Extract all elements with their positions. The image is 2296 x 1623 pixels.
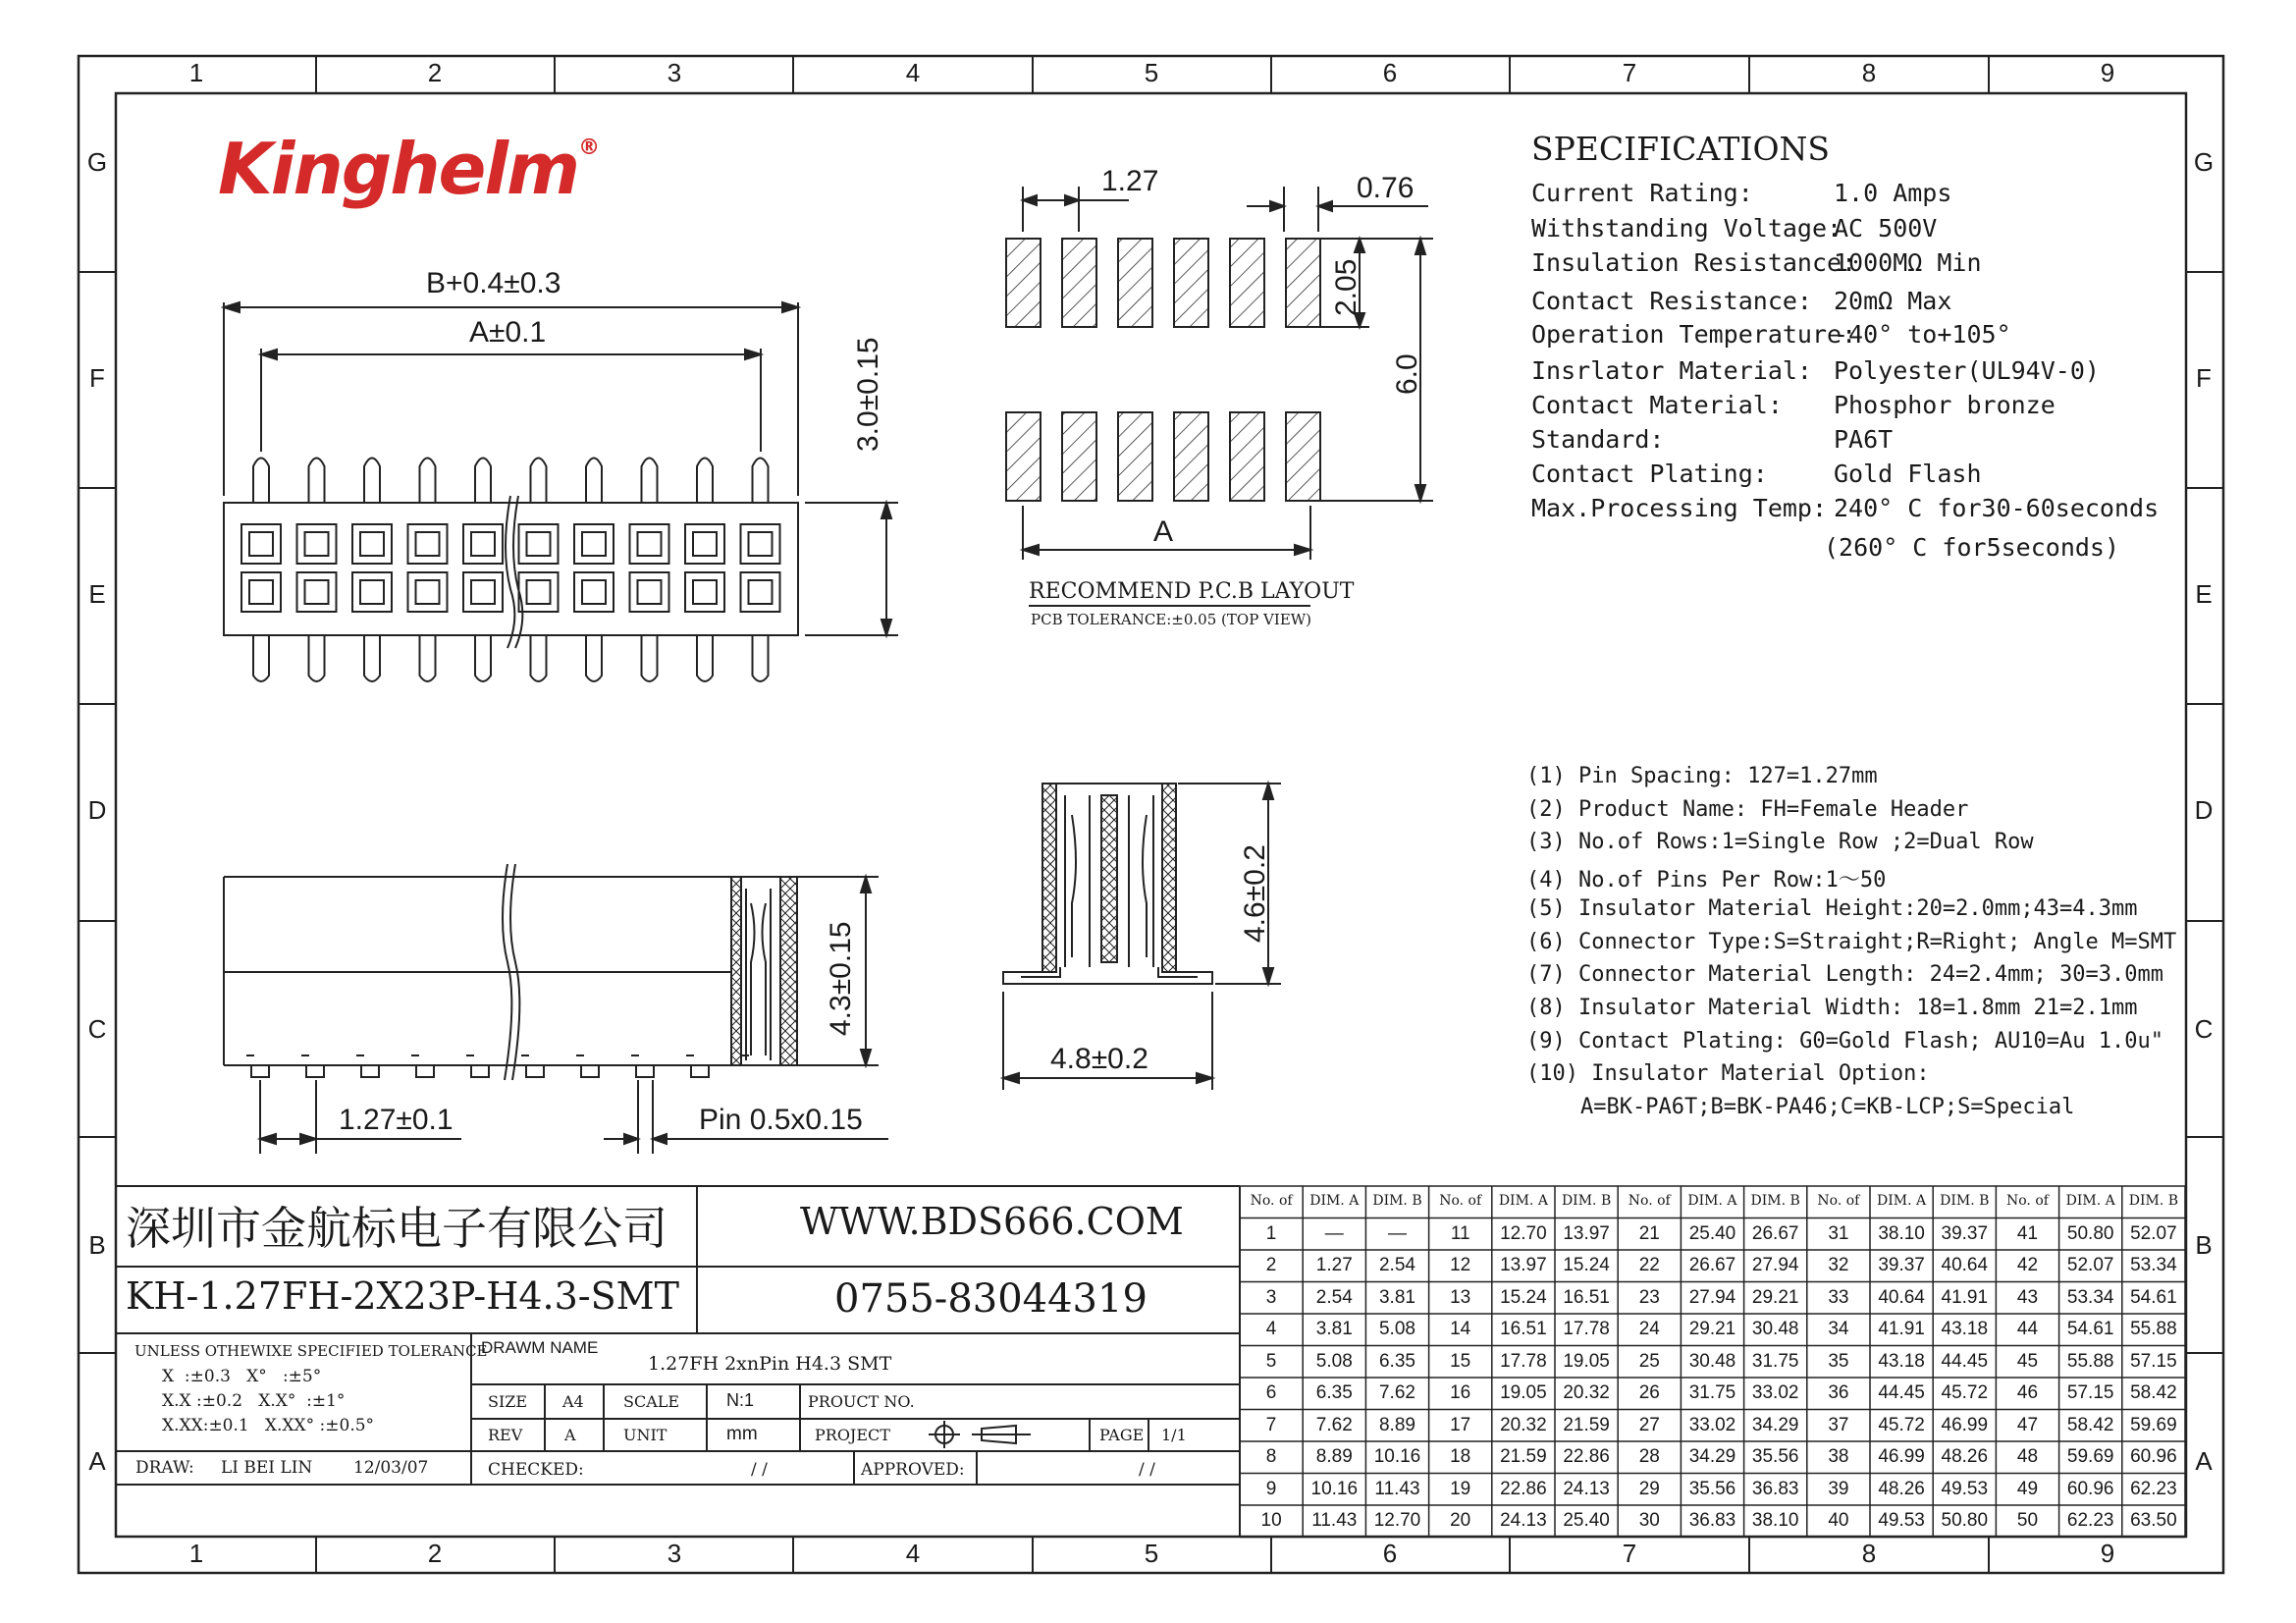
- dim-pcb-pitch: 1.27: [1101, 165, 1159, 197]
- table-cell: 57.15: [2066, 1382, 2114, 1403]
- table-cell: 39: [1828, 1478, 1849, 1499]
- note-line: (9) Contact Plating: G0=Gold Flash; AU10=Au 1.0u": [1526, 1028, 2164, 1054]
- table-cell: 40: [1828, 1510, 1849, 1531]
- zone-column-top: 5: [1144, 58, 1159, 87]
- spec-extra: (260° C for5seconds): [1824, 533, 2120, 562]
- table-cell: 26.67: [1688, 1255, 1736, 1275]
- table-cell: 23: [1638, 1286, 1660, 1308]
- note-line: A=BK-PA6T;B=BK-PA46;C=KB-LCP;S=Special: [1580, 1095, 2075, 1119]
- table-cell: 54.61: [2130, 1286, 2177, 1308]
- table-cell: 19.05: [1500, 1382, 1547, 1403]
- table-cell: 22: [1638, 1255, 1660, 1275]
- dim-height-top: 3.0±0.15: [852, 337, 884, 452]
- table-cell: 55.88: [2066, 1350, 2114, 1372]
- table-cell: 39.37: [1878, 1255, 1925, 1275]
- table-header-cell: DIM. B: [1750, 1193, 1800, 1209]
- table-cell: 10: [1260, 1510, 1282, 1531]
- zone-column-top: 4: [905, 58, 921, 87]
- table-cell: 30.48: [1751, 1319, 1799, 1339]
- table-cell: 33: [1828, 1286, 1849, 1308]
- zone-column-top: 7: [1622, 58, 1637, 87]
- zone-row-right: B: [2195, 1230, 2213, 1260]
- table-cell: 53.34: [2066, 1286, 2114, 1308]
- dim-b-width: B+0.4±0.3: [426, 267, 561, 299]
- zone-column-top: 8: [1861, 58, 1877, 87]
- note-line: (8) Insulator Material Width: 18=1.8mm 21=2.1mm: [1526, 995, 2138, 1020]
- table-cell: 17.78: [1500, 1350, 1547, 1372]
- zone-row-right: E: [2195, 579, 2213, 609]
- page-label: PAGE: [1099, 1426, 1145, 1444]
- table-cell: 18: [1450, 1446, 1471, 1467]
- checked-date: / /: [751, 1460, 768, 1480]
- specs-title: SPECIFICATIONS: [1531, 130, 1830, 168]
- table-cell: 46.99: [1941, 1414, 1989, 1435]
- table-cell: 41: [2016, 1222, 2039, 1244]
- spec-label: Max.Processing Temp:: [1531, 494, 1828, 522]
- note-line: (4) No.of Pins Per Row:1～50: [1526, 868, 1887, 893]
- approved-label: APPROVED:: [861, 1460, 965, 1480]
- rev-label: REV: [488, 1426, 523, 1444]
- size-value: A4: [562, 1392, 584, 1411]
- table-cell: 62.23: [2066, 1510, 2114, 1531]
- zone-column-bottom: 4: [905, 1539, 921, 1568]
- rev-value: A: [564, 1426, 576, 1444]
- table-cell: 4: [1265, 1319, 1277, 1339]
- table-cell: 60.96: [2066, 1478, 2114, 1499]
- table-cell: 21: [1638, 1222, 1660, 1244]
- table-cell: 45.72: [1941, 1382, 1989, 1403]
- note-line: (10) Insulator Material Option:: [1526, 1061, 1930, 1087]
- table-cell: 16.51: [1500, 1319, 1547, 1339]
- table-cell: 3.81: [1315, 1319, 1353, 1339]
- spec-label: Standard:: [1531, 425, 1665, 454]
- table-cell: 28: [1638, 1446, 1660, 1467]
- note-line: (2) Product Name: FH=Female Header: [1526, 796, 1969, 822]
- spec-value: 1.0 Amps: [1834, 179, 1952, 207]
- zone-row-right: C: [2194, 1014, 2214, 1044]
- dim-end-height: 4.6±0.2: [1239, 844, 1271, 943]
- table-cell: 29: [1638, 1478, 1660, 1499]
- approved-date: / /: [1139, 1460, 1155, 1480]
- zone-column-bottom: 5: [1144, 1539, 1159, 1568]
- spec-value: Gold Flash: [1834, 460, 1982, 488]
- table-cell: 9: [1265, 1478, 1277, 1499]
- note-line: (6) Connector Type:S=Straight;R=Right; Angle M=SMT: [1526, 929, 2177, 954]
- table-cell: 44: [2016, 1319, 2039, 1339]
- registered-mark: ®: [578, 135, 599, 160]
- table-cell: 59.69: [2130, 1414, 2177, 1435]
- scale-label: SCALE: [623, 1392, 680, 1411]
- zone-row-right: A: [2195, 1446, 2213, 1476]
- scale-value: N:1: [726, 1390, 755, 1410]
- table-cell: 22.86: [1500, 1478, 1547, 1499]
- table-cell: 50: [2016, 1510, 2039, 1531]
- table-header-cell: No. of: [1817, 1193, 1860, 1209]
- table-cell: 25.40: [1688, 1222, 1736, 1244]
- table-cell: 20.32: [1563, 1382, 1610, 1403]
- table-cell: 2.54: [1315, 1286, 1353, 1308]
- drawm-name: 1.27FH 2xnPin H4.3 SMT: [648, 1353, 892, 1375]
- tolerance-line: X.XX:±0.1 X.XX° :±0.5°: [162, 1416, 375, 1435]
- note-line: (5) Insulator Material Height:20=2.0mm;43=4.3mm: [1526, 895, 2138, 921]
- zone-column-top: 3: [667, 58, 682, 87]
- table-cell: 6: [1265, 1382, 1277, 1403]
- table-cell: 59.69: [2066, 1446, 2114, 1467]
- spec-label: Withstanding Voltage:: [1531, 214, 1842, 243]
- spec-value: Phosphor bronze: [1834, 391, 2056, 419]
- table-cell: 12: [1450, 1255, 1471, 1275]
- spec-value: -40° to+105°: [1834, 320, 2011, 349]
- page-value: 1/1: [1161, 1426, 1187, 1444]
- table-cell: 12.70: [1500, 1222, 1547, 1244]
- table-cell: 30: [1638, 1510, 1660, 1531]
- table-cell: 3: [1265, 1286, 1277, 1308]
- table-cell: 29.21: [1688, 1319, 1736, 1339]
- table-header-cell: No. of: [1250, 1193, 1293, 1209]
- table-cell: 39.37: [1941, 1222, 1989, 1244]
- table-cell: 7.62: [1378, 1382, 1415, 1403]
- table-cell: 6.35: [1315, 1382, 1353, 1403]
- table-cell: 60.96: [2130, 1446, 2177, 1467]
- table-cell: 15.24: [1563, 1255, 1610, 1275]
- table-cell: 44.45: [1941, 1350, 1989, 1372]
- table-cell: 19.05: [1563, 1350, 1610, 1372]
- spec-value: 1000MΩ Min: [1834, 248, 1982, 277]
- zone-row-left: F: [89, 363, 105, 393]
- zone-row-left: C: [87, 1014, 107, 1044]
- spec-label: Insulation Resistance:: [1531, 248, 1857, 277]
- table-cell: 32: [1828, 1255, 1849, 1275]
- table-cell: 21.59: [1563, 1414, 1610, 1435]
- dim-pcb-pad-width: 0.76: [1357, 172, 1415, 204]
- zone-column-bottom: 2: [427, 1539, 443, 1568]
- company-phone: 0755-83044319: [834, 1276, 1148, 1322]
- product-no-label: PROUCT NO.: [808, 1392, 915, 1411]
- table-cell: 41.91: [1878, 1319, 1925, 1339]
- table-cell: 45.72: [1878, 1414, 1925, 1435]
- dim-pin-size: Pin 0.5x0.15: [699, 1104, 863, 1136]
- table-cell: 49.53: [1941, 1478, 1989, 1499]
- table-cell: 16.51: [1563, 1286, 1610, 1308]
- table-cell: 26.67: [1751, 1222, 1799, 1244]
- zone-column-bottom: 3: [667, 1539, 682, 1568]
- table-cell: 50.80: [2066, 1222, 2114, 1244]
- table-cell: 31.75: [1688, 1382, 1736, 1403]
- table-cell: 35.56: [1751, 1446, 1799, 1467]
- zone-column-bottom: 9: [2100, 1539, 2115, 1568]
- table-cell: 33.02: [1688, 1414, 1736, 1435]
- drawm-name-label: DRAWM NAME: [481, 1338, 599, 1357]
- table-cell: 48.26: [1878, 1478, 1925, 1499]
- table-cell: 34.29: [1688, 1446, 1736, 1467]
- table-cell: 5.08: [1378, 1319, 1415, 1339]
- table-cell: 22.86: [1563, 1446, 1610, 1467]
- table-header-cell: DIM. B: [2128, 1193, 2179, 1209]
- table-cell: 5: [1265, 1350, 1277, 1372]
- pcb-layout-subtitle: PCB TOLERANCE:±0.05 (TOP VIEW): [1031, 611, 1312, 628]
- pcb-layout-title: RECOMMEND P.C.B LAYOUT: [1029, 579, 1355, 604]
- table-cell: 17: [1450, 1414, 1471, 1435]
- company-website: WWW.BDS666.COM: [800, 1200, 1184, 1243]
- draw-date: 12/03/07: [353, 1458, 429, 1478]
- table-cell: 45: [2016, 1350, 2039, 1372]
- project-label: PROJECT: [815, 1426, 890, 1444]
- table-cell: 24.13: [1500, 1510, 1547, 1531]
- part-number: KH-1.27FH-2X23P-H4.3-SMT: [126, 1274, 679, 1318]
- table-header-cell: No. of: [2006, 1193, 2049, 1209]
- table-cell: 31: [1828, 1222, 1849, 1244]
- table-cell: —: [1387, 1222, 1407, 1244]
- table-cell: 24: [1638, 1319, 1660, 1339]
- draw-label: DRAW:: [135, 1458, 194, 1478]
- table-cell: 27.94: [1751, 1255, 1799, 1275]
- spec-label: Contact Material:: [1531, 391, 1783, 419]
- table-cell: 17.78: [1563, 1319, 1610, 1339]
- table-cell: 52.07: [2130, 1222, 2177, 1244]
- spec-label: Operation Temperature:: [1531, 320, 1857, 349]
- zone-row-right: F: [2196, 363, 2212, 393]
- zone-column-bottom: 1: [188, 1539, 204, 1568]
- zone-row-left: G: [86, 147, 108, 177]
- unit-value: mm: [726, 1424, 758, 1444]
- zone-column-bottom: 7: [1622, 1539, 1637, 1568]
- zone-row-left: E: [88, 579, 106, 609]
- dim-pcb-span: 6.0: [1391, 353, 1423, 395]
- table-cell: 36: [1828, 1382, 1849, 1403]
- note-line: (7) Connector Material Length: 24=2.4mm; 30=3.0mm: [1526, 962, 2164, 988]
- spec-label: Current Rating:: [1531, 179, 1753, 207]
- table-cell: 15.24: [1500, 1286, 1547, 1308]
- table-cell: 25.40: [1563, 1510, 1610, 1531]
- table-header-cell: DIM. B: [1940, 1193, 1990, 1209]
- table-cell: 6.35: [1378, 1350, 1415, 1372]
- table-cell: 62.23: [2130, 1478, 2177, 1499]
- table-cell: 36.83: [1751, 1478, 1799, 1499]
- table-cell: 42: [2016, 1255, 2039, 1275]
- table-cell: 54.61: [2066, 1319, 2114, 1339]
- dim-pitch-bottom: 1.27±0.1: [339, 1104, 454, 1136]
- table-cell: 21.59: [1500, 1446, 1547, 1467]
- table-cell: 55.88: [2130, 1319, 2177, 1339]
- table-header-cell: DIM. B: [1561, 1193, 1612, 1209]
- table-cell: 10.16: [1373, 1446, 1421, 1467]
- table-cell: 40.64: [1941, 1255, 1989, 1275]
- table-cell: 57.15: [2130, 1350, 2177, 1372]
- table-cell: 38.10: [1751, 1510, 1799, 1531]
- table-cell: 27: [1638, 1414, 1660, 1435]
- zone-row-left: B: [88, 1230, 106, 1260]
- table-cell: 20.32: [1500, 1414, 1547, 1435]
- table-cell: 12.70: [1373, 1510, 1421, 1531]
- dim-pcb-pad-length: 2.05: [1330, 258, 1362, 316]
- table-cell: 25: [1638, 1350, 1660, 1372]
- spec-label: Contact Resistance:: [1531, 287, 1812, 315]
- table-cell: 13.97: [1500, 1255, 1547, 1275]
- table-cell: 41.91: [1941, 1286, 1989, 1308]
- zone-column-top: 2: [427, 58, 443, 87]
- table-cell: 50.80: [1941, 1510, 1989, 1531]
- table-cell: 36.83: [1688, 1510, 1736, 1531]
- table-header-cell: DIM. A: [1309, 1193, 1360, 1209]
- table-cell: 2.54: [1378, 1255, 1415, 1275]
- dim-pcb-a: A: [1153, 515, 1174, 548]
- table-cell: 13: [1450, 1286, 1471, 1308]
- table-cell: 5.08: [1315, 1350, 1353, 1372]
- logo-text: Kinghelm: [218, 128, 579, 210]
- table-header-cell: DIM. A: [1498, 1193, 1548, 1209]
- table-cell: 27.94: [1688, 1286, 1736, 1308]
- table-cell: 34.29: [1751, 1414, 1799, 1435]
- zone-row-left: D: [87, 795, 107, 825]
- table-cell: 49: [2016, 1478, 2039, 1499]
- table-cell: 7.62: [1315, 1414, 1353, 1435]
- table-cell: 24.13: [1563, 1478, 1610, 1499]
- tolerance-line: X :±0.3 X° :±5°: [162, 1367, 322, 1386]
- table-cell: 1.27: [1315, 1255, 1353, 1275]
- table-cell: 35.56: [1688, 1478, 1736, 1499]
- table-cell: 34: [1828, 1319, 1849, 1339]
- table-cell: 35: [1828, 1350, 1849, 1372]
- checked-label: CHECKED:: [488, 1460, 584, 1480]
- table-cell: 53.34: [2130, 1255, 2177, 1275]
- zone-row-right: D: [2194, 795, 2214, 825]
- table-cell: 33.02: [1751, 1382, 1799, 1403]
- unit-label: UNIT: [623, 1426, 667, 1444]
- table-cell: 63.50: [2130, 1510, 2177, 1531]
- table-cell: 8.89: [1315, 1446, 1353, 1467]
- table-cell: 30.48: [1688, 1350, 1736, 1372]
- table-cell: 43: [2016, 1286, 2039, 1308]
- table-cell: 52.07: [2066, 1255, 2114, 1275]
- table-header-cell: DIM. B: [1372, 1193, 1422, 1209]
- note-line: (3) No.of Rows:1=Single Row ;2=Dual Row: [1526, 830, 2034, 855]
- zone-row-right: G: [2193, 147, 2215, 177]
- table-cell: 7: [1265, 1414, 1277, 1435]
- table-cell: —: [1324, 1222, 1344, 1244]
- company-name: 深圳市金航标电子有限公司: [126, 1202, 667, 1255]
- spec-label: Contact Plating:: [1531, 460, 1768, 488]
- spec-value: Polyester(UL94V-0): [1834, 356, 2100, 385]
- table-cell: 16: [1450, 1382, 1471, 1403]
- table-cell: 14: [1450, 1319, 1471, 1339]
- spec-value: 240° C for30-60seconds: [1834, 494, 2160, 522]
- size-label: SIZE: [488, 1392, 528, 1411]
- table-cell: 48: [2016, 1446, 2039, 1467]
- zone-column-bottom: 8: [1861, 1539, 1877, 1568]
- zone-column-top: 6: [1382, 58, 1398, 87]
- zone-column-top: 1: [188, 58, 204, 87]
- table-cell: 46.99: [1878, 1446, 1925, 1467]
- table-cell: 37: [1828, 1414, 1849, 1435]
- table-cell: 20: [1450, 1510, 1471, 1531]
- table-cell: 8.89: [1378, 1414, 1415, 1435]
- table-cell: 38: [1828, 1446, 1849, 1467]
- tolerance-line: X.X :±0.2 X.X° :±1°: [162, 1391, 346, 1411]
- table-header-cell: No. of: [1628, 1193, 1671, 1209]
- table-cell: 29.21: [1751, 1286, 1799, 1308]
- table-cell: 8: [1265, 1446, 1277, 1467]
- spec-label: Insrlator Material:: [1531, 356, 1812, 385]
- table-cell: 19: [1450, 1478, 1471, 1499]
- table-cell: 58.42: [2130, 1382, 2177, 1403]
- tolerance-title: UNLESS OTHEWIXE SPECIFIED TOLERANCE: [134, 1342, 488, 1360]
- table-cell: 31.75: [1751, 1350, 1799, 1372]
- zone-column-bottom: 6: [1382, 1539, 1398, 1568]
- table-cell: 40.64: [1878, 1286, 1925, 1308]
- table-cell: 44.45: [1878, 1382, 1925, 1403]
- table-header-cell: DIM. A: [1687, 1193, 1737, 1209]
- dim-side-height: 4.3±0.15: [825, 921, 857, 1036]
- dim-a-width: A±0.1: [469, 316, 547, 349]
- table-cell: 13.97: [1563, 1222, 1610, 1244]
- zone-column-top: 9: [2100, 58, 2115, 87]
- draw-name: LI BEI LIN: [221, 1458, 313, 1478]
- table-cell: 11: [1450, 1222, 1470, 1244]
- table-cell: 11.43: [1374, 1478, 1420, 1499]
- table-cell: 10.16: [1310, 1478, 1359, 1499]
- spec-value: AC 500V: [1834, 214, 1938, 243]
- table-cell: 46: [2016, 1382, 2039, 1403]
- table-cell: 38.10: [1878, 1222, 1925, 1244]
- zone-row-left: A: [88, 1446, 106, 1476]
- table-cell: 58.42: [2066, 1414, 2114, 1435]
- table-cell: 48.26: [1941, 1446, 1989, 1467]
- table-cell: 3.81: [1378, 1286, 1415, 1308]
- table-cell: 15: [1450, 1350, 1471, 1372]
- table-cell: 26: [1638, 1382, 1660, 1403]
- table-cell: 43.18: [1878, 1350, 1925, 1372]
- table-header-cell: DIM. A: [1877, 1193, 1927, 1209]
- note-line: (1) Pin Spacing: 127=1.27mm: [1526, 764, 1878, 788]
- table-cell: 49.53: [1878, 1510, 1925, 1531]
- table-cell: 2: [1265, 1255, 1277, 1275]
- spec-value: 20mΩ Max: [1834, 287, 1952, 315]
- table-cell: 1: [1265, 1222, 1277, 1244]
- table-cell: 11.43: [1311, 1510, 1358, 1531]
- table-header-cell: No. of: [1439, 1193, 1482, 1209]
- table-cell: 47: [2016, 1414, 2039, 1435]
- spec-value: PA6T: [1834, 425, 1894, 454]
- dim-end-width: 4.8±0.2: [1050, 1043, 1148, 1075]
- table-cell: 43.18: [1941, 1319, 1989, 1339]
- table-header-cell: DIM. A: [2065, 1193, 2115, 1209]
